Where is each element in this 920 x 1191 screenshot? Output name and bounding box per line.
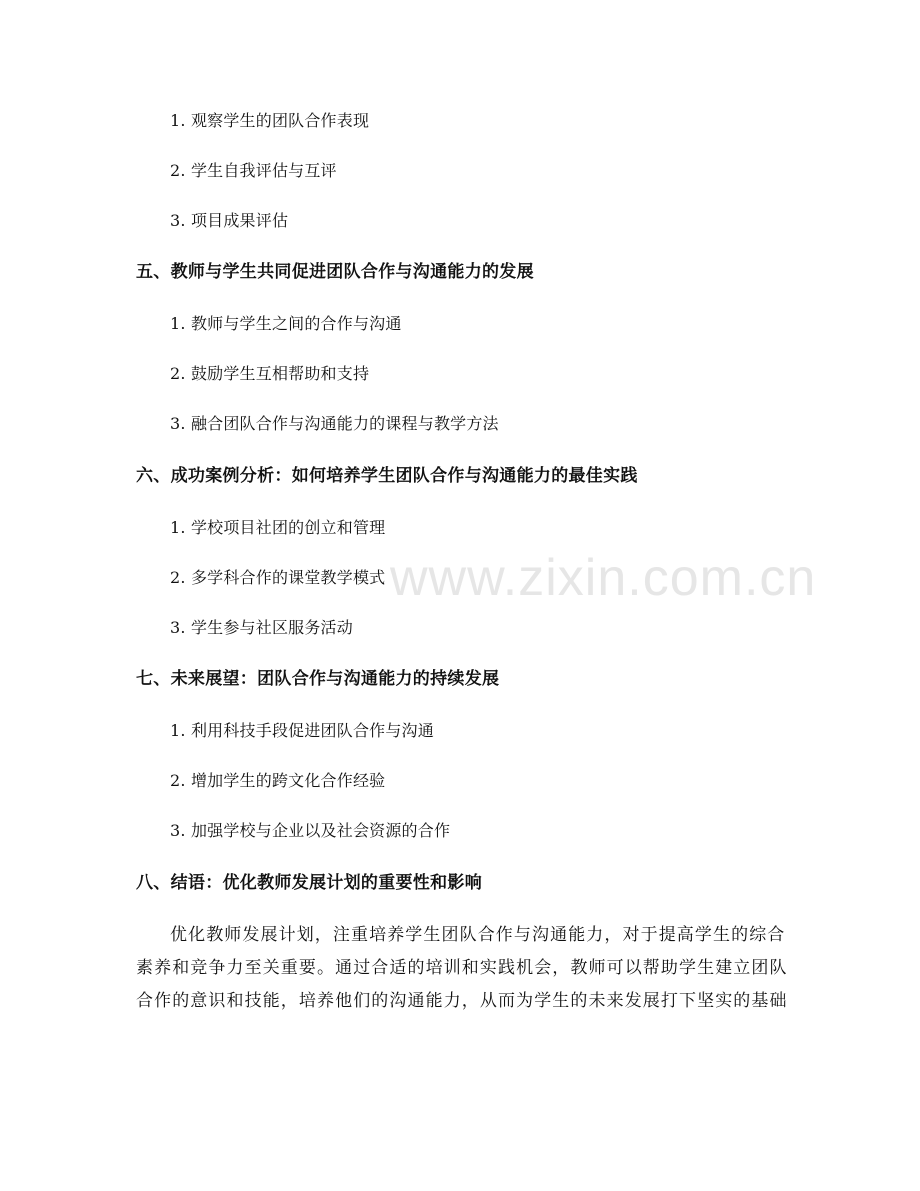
section-heading: 六、成功案例分析：如何培养学生团队合作与沟通能力的最佳实践	[136, 466, 638, 486]
paragraph-line: 优化教师发展计划，注重培养学生团队合作与沟通能力，对于提高学生的综合	[170, 925, 786, 945]
list-item: 2. 多学科合作的课堂教学模式	[170, 568, 386, 587]
watermark: www.zixin.com.cn	[390, 549, 817, 607]
list-item: 1. 教师与学生之间的合作与沟通	[170, 314, 402, 333]
list-item: 3. 学生参与社区服务活动	[170, 618, 353, 637]
list-item: 1. 学校项目社团的创立和管理	[170, 518, 386, 537]
list-item: 1. 利用科技手段促进团队合作与沟通	[170, 721, 434, 740]
section-heading: 八、结语：优化教师发展计划的重要性和影响	[136, 873, 482, 893]
list-item: 3. 加强学校与企业以及社会资源的合作	[170, 821, 451, 840]
list-item: 1. 观察学生的团队合作表现	[170, 111, 370, 130]
paragraph-line: 素养和竞争力至关重要。通过合适的培训和实践机会，教师可以帮助学生建立团队	[136, 958, 788, 978]
list-item: 3. 融合团队合作与沟通能力的课程与教学方法	[170, 414, 499, 433]
list-item: 3. 项目成果评估	[170, 211, 289, 230]
list-item: 2. 增加学生的跨文化合作经验	[170, 771, 386, 790]
list-item: 2. 鼓励学生互相帮助和支持	[170, 364, 370, 383]
section-heading: 五、教师与学生共同促进团队合作与沟通能力的发展	[136, 262, 534, 282]
paragraph-line: 合作的意识和技能，培养他们的沟通能力，从而为学生的未来发展打下坚实的基础	[136, 991, 788, 1011]
list-item: 2. 学生自我评估与互评	[170, 161, 337, 180]
section-heading: 七、未来展望：团队合作与沟通能力的持续发展	[136, 669, 500, 689]
